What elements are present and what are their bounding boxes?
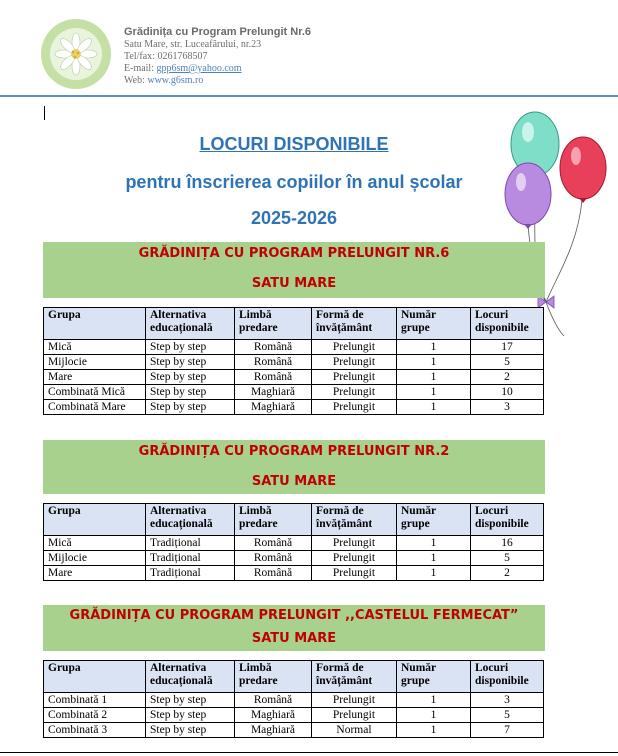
column-header: Locuri disponibile bbox=[471, 308, 544, 340]
column-header: Locuri disponibile bbox=[471, 661, 544, 693]
table-cell: 7 bbox=[471, 723, 544, 738]
section-3-city: SATU MARE bbox=[251, 631, 337, 646]
table-cell: Step by step bbox=[146, 723, 235, 738]
table-cell: 1 bbox=[397, 551, 471, 566]
table-cell: Maghiară bbox=[235, 708, 312, 723]
table-cell: 5 bbox=[471, 551, 544, 566]
header-rule bbox=[0, 95, 618, 97]
column-header: Grupa bbox=[44, 308, 146, 340]
table-cell: Maghiară bbox=[235, 723, 312, 738]
table-row bbox=[44, 551, 544, 566]
table-cell: Normal bbox=[312, 723, 397, 738]
table-cell: Prelungit bbox=[312, 708, 397, 723]
table-cell: 3 bbox=[471, 693, 544, 708]
table-cell: 3 bbox=[471, 400, 544, 415]
column-header: Limbă predare bbox=[235, 661, 312, 693]
table-cell: Română bbox=[235, 693, 312, 708]
text-cursor bbox=[44, 106, 45, 120]
table-cell: Combinată Mare bbox=[44, 400, 146, 415]
school-email-line bbox=[124, 63, 311, 75]
column-header: Alternativa educațională bbox=[146, 661, 235, 693]
table-cell: Maghiară bbox=[235, 400, 312, 415]
school-web-line bbox=[124, 75, 311, 87]
column-header: Limbă predare bbox=[235, 504, 312, 536]
table-cell: Combinată 1 bbox=[44, 693, 146, 708]
table-cell: 1 bbox=[397, 693, 471, 708]
table-cell: Prelungit bbox=[312, 385, 397, 400]
logo-edelweiss-icon bbox=[40, 18, 112, 90]
column-header: Formă de învățământ bbox=[312, 504, 397, 536]
table-cell: 1 bbox=[397, 536, 471, 551]
column-header: Alternativa educațională bbox=[146, 504, 235, 536]
table-cell: Step by step bbox=[146, 693, 235, 708]
table-cell: 2 bbox=[471, 566, 544, 581]
table-cell: Step by step bbox=[146, 355, 235, 370]
table-cell: 17 bbox=[471, 340, 544, 355]
column-header: Locuri disponibile bbox=[471, 504, 544, 536]
table-cell: Step by step bbox=[146, 385, 235, 400]
table-cell: Română bbox=[235, 551, 312, 566]
availability-table-1 bbox=[43, 307, 544, 415]
section-band-2 bbox=[43, 440, 545, 494]
table-cell: Prelungit bbox=[312, 340, 397, 355]
table-cell: Mică bbox=[44, 536, 146, 551]
table-row bbox=[44, 385, 544, 400]
table-cell: 2 bbox=[471, 370, 544, 385]
table-cell: Prelungit bbox=[312, 551, 397, 566]
email-label: E-mail: bbox=[124, 63, 157, 74]
table-cell: Română bbox=[235, 370, 312, 385]
page-edge bbox=[0, 752, 618, 753]
table-cell: Prelungit bbox=[312, 355, 397, 370]
column-header: Grupa bbox=[44, 504, 146, 536]
table-cell: 1 bbox=[397, 723, 471, 738]
table-cell: Prelungit bbox=[312, 566, 397, 581]
table-cell: Step by step bbox=[146, 340, 235, 355]
section-3-name: GRĂDINIȚA CU PROGRAM PRELUNGIT ,,CASTELUL FERMECAT” bbox=[69, 608, 519, 623]
availability-table-3 bbox=[43, 660, 544, 738]
section-2-name: GRĂDINIȚA CU PROGRAM PRELUNGIT NR.2 bbox=[138, 444, 450, 459]
table-cell: Română bbox=[235, 340, 312, 355]
section-band-3 bbox=[43, 605, 545, 651]
school-address: Satu Mare, str. Luceafărului, nr.23 bbox=[124, 39, 262, 50]
web-link[interactable]: www.g6sm.ro bbox=[147, 75, 204, 86]
column-header: Formă de învățământ bbox=[312, 308, 397, 340]
table-cell: 16 bbox=[471, 536, 544, 551]
table-row bbox=[44, 536, 544, 551]
email-link[interactable]: gpp6sm@yahoo.com bbox=[156, 63, 242, 74]
section-1-name: GRĂDINIȚA CU PROGRAM PRELUNGIT NR.6 bbox=[138, 246, 450, 261]
table-cell: Mijlocie bbox=[44, 355, 146, 370]
table-row bbox=[44, 355, 544, 370]
column-header: Număr grupe bbox=[397, 504, 471, 536]
column-header: Număr grupe bbox=[397, 661, 471, 693]
table-cell: 10 bbox=[471, 385, 544, 400]
column-header: Grupa bbox=[44, 661, 146, 693]
page-title: LOCURI DISPONIBILE bbox=[199, 134, 389, 154]
table-row bbox=[44, 693, 544, 708]
table-cell: 1 bbox=[397, 385, 471, 400]
table-cell: 1 bbox=[397, 340, 471, 355]
table-header-row bbox=[44, 504, 544, 536]
table-cell: 5 bbox=[471, 355, 544, 370]
table-cell: Mijlocie bbox=[44, 551, 146, 566]
table-cell: Română bbox=[235, 355, 312, 370]
table-row bbox=[44, 566, 544, 581]
table-cell: 5 bbox=[471, 708, 544, 723]
table-cell: Tradițional bbox=[146, 566, 235, 581]
page-subtitle: pentru înscrierea copiilor în anul școlar bbox=[125, 172, 463, 192]
table-cell: Prelungit bbox=[312, 693, 397, 708]
table-cell: Română bbox=[235, 536, 312, 551]
table-cell: Step by step bbox=[146, 370, 235, 385]
column-header: Limbă predare bbox=[235, 308, 312, 340]
school-name: Grădinița cu Program Prelungit Nr.6 bbox=[124, 26, 312, 38]
table-cell: Mică bbox=[44, 340, 146, 355]
table-cell: Prelungit bbox=[312, 536, 397, 551]
column-header: Număr grupe bbox=[397, 308, 471, 340]
table-cell: 1 bbox=[397, 355, 471, 370]
table-cell: 1 bbox=[397, 708, 471, 723]
table-cell: Tradițional bbox=[146, 536, 235, 551]
table-row bbox=[44, 370, 544, 385]
table-cell: Mare bbox=[44, 566, 146, 581]
table-cell: Combinată 2 bbox=[44, 708, 146, 723]
letterhead bbox=[0, 0, 618, 96]
school-year: 2025-2026 bbox=[250, 208, 338, 228]
section-2-city: SATU MARE bbox=[251, 474, 337, 489]
letterhead-text bbox=[124, 26, 311, 87]
table-cell: Step by step bbox=[146, 708, 235, 723]
column-header: Formă de învățământ bbox=[312, 661, 397, 693]
table-row bbox=[44, 708, 544, 723]
table-row bbox=[44, 723, 544, 738]
school-telfax: Tel/fax: 0261768507 bbox=[124, 51, 208, 62]
availability-table-2 bbox=[43, 503, 544, 581]
web-label: Web: bbox=[124, 75, 148, 86]
table-row bbox=[44, 400, 544, 415]
column-header: Alternativa educațională bbox=[146, 308, 235, 340]
table-cell: Prelungit bbox=[312, 370, 397, 385]
table-cell: Step by step bbox=[146, 400, 235, 415]
table-cell: Maghiară bbox=[235, 385, 312, 400]
table-cell: Combinată 3 bbox=[44, 723, 146, 738]
table-cell: Prelungit bbox=[312, 400, 397, 415]
section-band-1 bbox=[43, 242, 545, 298]
table-cell: Tradițional bbox=[146, 551, 235, 566]
table-header-row bbox=[44, 661, 544, 693]
table-cell: 1 bbox=[397, 566, 471, 581]
section-1-city: SATU MARE bbox=[251, 276, 337, 291]
table-cell: 1 bbox=[397, 370, 471, 385]
table-cell: Combinată Mică bbox=[44, 385, 146, 400]
table-cell: 1 bbox=[397, 400, 471, 415]
table-row bbox=[44, 340, 544, 355]
table-header-row bbox=[44, 308, 544, 340]
table-cell: Mare bbox=[44, 370, 146, 385]
table-cell: Română bbox=[235, 566, 312, 581]
